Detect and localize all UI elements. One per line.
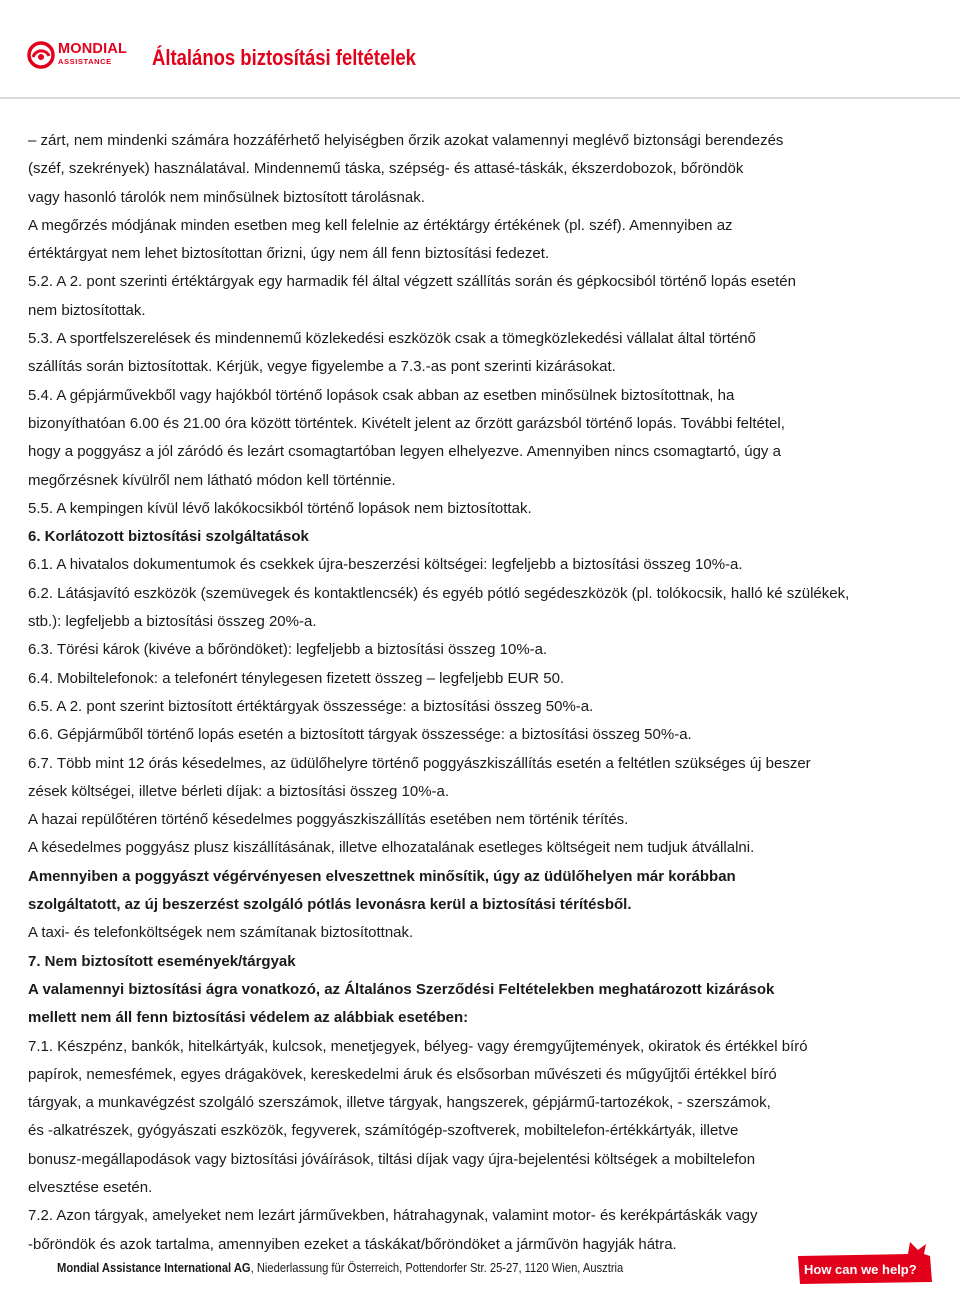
logo-name: MONDIAL — [58, 41, 128, 57]
paragraph: 5.3. A sportfelszerelések és mindennemű közlekedési eszközök csak a tömegközlekedési vállalat által történő szállítás során biztosítottak. Kérjük, vegye figyelembe a 7.3.-as pont szerinti kizárásokat. — [28, 330, 756, 376]
paragraph: 5.4. A gépjárművekből vagy hajókból történő lopások csak abban az esetben minősülnek biztosítottnak, ha bizonyíthatóan 6.00 és 21.00 óra között történtek. Kivételt jelent az őrzött garázsból történő lopás. További feltétel, hogy a poggyász a jól záródó és lezárt csomagtartóban legyen elhelyezve. Amennyiben nincs csomagtartó, úgy a megőrzésnek kívülről nem látható módon kell történnie. — [28, 386, 785, 489]
section-heading: A valamennyi biztosítási ágra vonatkozó, az Általános Szerződési Feltételekben meghatározott kizárások mellett nem áll fenn biztosítási védelem az alábbiak esetében: — [28, 980, 775, 1027]
paragraph: A taxi- és telefonköltségek nem számítanak biztosítottnak. — [28, 924, 414, 942]
paragraph: A késedelmes poggyász plusz kiszállításának, illetve elhozatalának esetleges költségeit nem tudjuk átvállalni. — [28, 839, 755, 857]
paragraph: 7.2. Azon tárgyak, amelyeket nem lezárt járművekben, hátrahagynak, valamint motor- és kerékpártáskák vagy -bőröndök és azok tartalma, amennyiben ezeket a táskákat/bőröndöket a járművön hagyják hátra. — [28, 1207, 758, 1253]
document-title: Általános biztosítási feltételek — [152, 45, 416, 70]
paragraph: 6.5. A 2. pont szerint biztosított értéktárgyak összessége: a biztosítási összeg 50%-a. — [28, 697, 594, 715]
logo-swirl-icon — [26, 40, 56, 70]
paragraph: 6.4. Mobiltelefonok: a telefonért ténylegesen fizetett összeg – legfeljebb EUR 50. — [28, 669, 565, 687]
paragraph: 6.2. Látásjavító eszközök (szemüvegek és kontaktlencsék) és egyéb pótló segédeszközök (pl. tolókocsik, halló ké szülékek, stb.): legfeljebb a biztosítási összeg 20%-a. — [28, 584, 850, 631]
section-heading: 7. Nem biztosított események/tárgyak — [28, 952, 296, 970]
header-divider — [0, 97, 960, 99]
section-heading: 6. Korlátozott biztosítási szolgáltatások — [28, 528, 309, 546]
paragraph: 5.5. A kempingen kívül lévő lakókocsikból történő lopások nem biztosítottak. — [28, 499, 532, 517]
page-header — [0, 0, 960, 96]
paragraph: – zárt, nem mindenki számára hozzáférhető helyiségben őrzik azokat valamennyi meglévő biztonsági berendezés (széf, szekrények) használatával. Mindennemű táska, szépség- és attasé-táskák, ékszerdobozok, bőröndök vagy hasonló tárolók nem minősülnek biztosított tárolásnak. — [28, 132, 784, 206]
page-footer — [57, 1260, 623, 1275]
paragraph: 6.3. Törési károk (kivéve a bőröndöket): legfeljebb a biztosítási összeg 10%-a. — [28, 641, 548, 659]
paragraph: 6.6. Gépjárműből történő lopás esetén a biztosított tárgyak összessége: a biztosítási összeg 50%-a. — [28, 726, 692, 744]
footer-company: Mondial Assistance International AG — [57, 1260, 251, 1275]
mondial-assistance-logo — [26, 36, 138, 72]
paragraph: 5.2. A 2. pont szerinti értéktárgyak egy harmadik fél által végzett szállítás során és gépkocsiból történő lopás esetén nem biztosítottak. — [28, 273, 796, 319]
paragraph: 6.1. A hivatalos dokumentumok és csekkek újra-beszerzési költségei: legfeljebb a biztosítási összeg 10%-a. — [28, 556, 743, 574]
paragraph: 6.7. Több mint 12 órás késedelmes, az üdülőhelyre történő poggyászkiszállítás esetén a feltétlen szükséges új beszer zések költségei, illetve bérleti díjak: a biztosítási összeg 10%-a. — [28, 754, 811, 800]
footer-address: , Niederlassung für Österreich, Pottendorfer Str. 25-27, 1120 Wien, Ausztria — [250, 1260, 624, 1275]
document-body — [28, 127, 932, 1259]
paragraph: A megőrzés módjának minden esetben meg kell felelnie az értéktárgy értékének (pl. széf). Amennyiben az értéktárgyat nem lehet biztosítottan őrizni, úgy nem áll fenn biztosítási fedezet. — [28, 216, 733, 263]
paragraph: A hazai repülőtéren történő késedelmes poggyászkiszállítás esetében nem történik térítés. — [28, 811, 629, 829]
paragraph: 7.1. Készpénz, bankók, hitelkártyák, kulcsok, menetjegyek, bélyeg- vagy éremgyűjtemények, okiratok és értékkel bíró papírok, nemesfémek, egyes drágakövek, kereskedelmi áruk és elsősorban művészeti és műgyűjtői értékkel bíró tárgyak, a munkavégzést szolgáló szerszámok, illetve tárgyak, hangszerek, gépjármű-tartozékok, - szerszámok, és -alkatrészek, gyógyászati eszközök, fegyverek, számítógép-szoftverek, mobiltelefon-értékkártyák, illetve bonusz-megállapodások vagy biztosítási jóváírások, tiltási díjak vagy újra-bejelentési költségek a mobiltelefon elvesztése esetén. — [28, 1037, 808, 1196]
help-button[interactable] — [796, 1238, 936, 1286]
help-button-label: How can we help? — [804, 1262, 917, 1277]
section-heading: Amennyiben a poggyászt végérvényesen elveszettnek minősítik, úgy az üdülőhelyen már korábban szolgáltatott, az új beszerzést szolgáló pótlás levonásra kerül a biztosítási térítésből. — [28, 867, 736, 914]
logo-subtitle: ASSISTANCE — [58, 57, 112, 66]
